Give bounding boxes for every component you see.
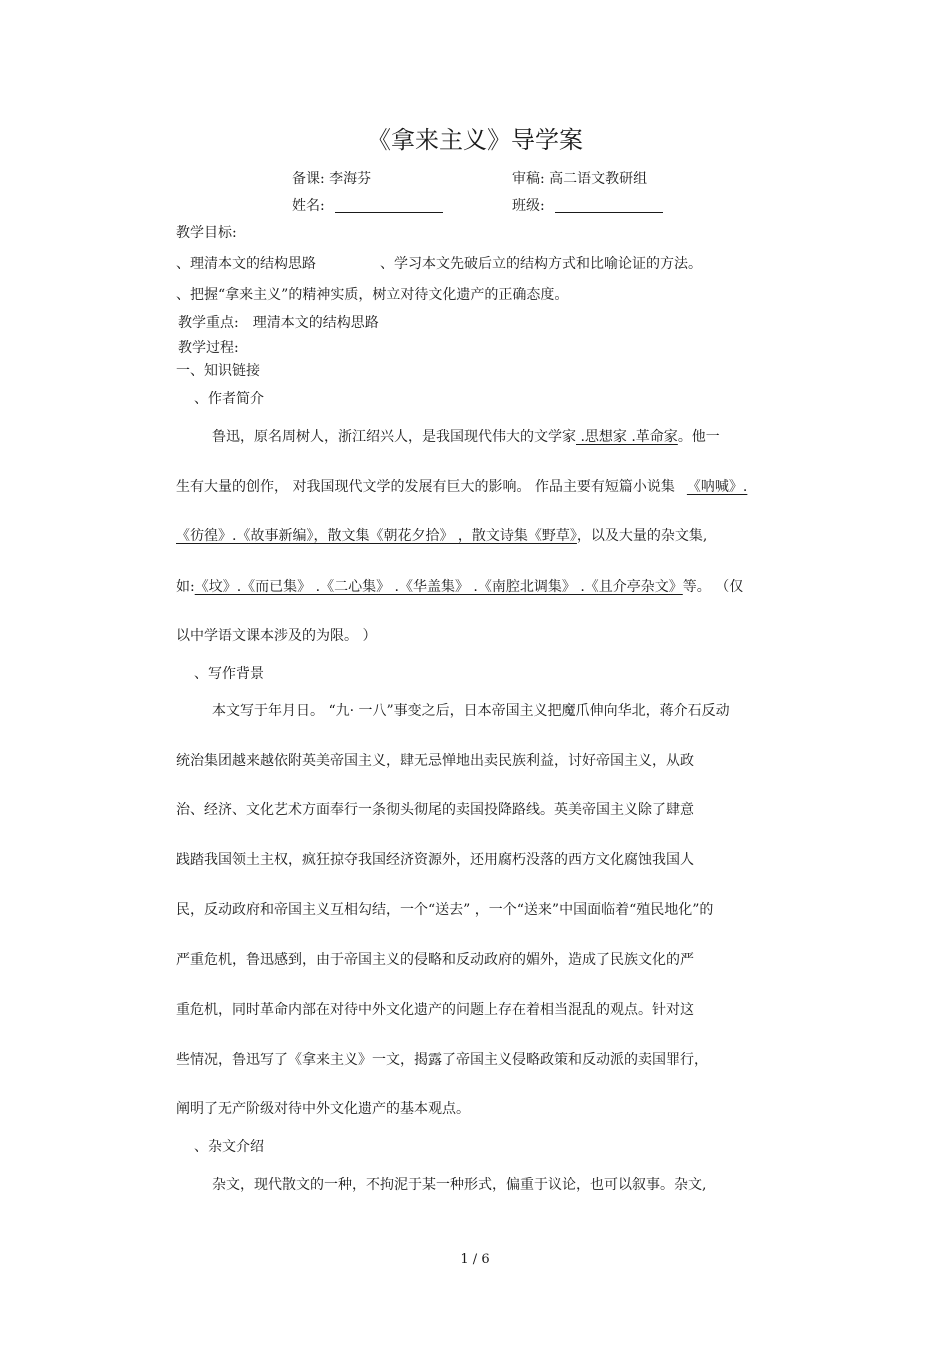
review-value: 高二语文教研组 — [549, 171, 648, 187]
essay-heading: 、杂文介绍 — [194, 1139, 264, 1155]
goal-1-part-b: 、学习本文先破后立的结构方式和比喻论证的方法。 — [380, 256, 702, 272]
class-field — [512, 198, 663, 213]
background-line: 治、经济、文化艺术方面奉行一条彻头彻尾的卖国投降路线。英美帝国主义除了肆意 — [176, 802, 694, 818]
author-text: 等。 （仅 — [682, 579, 744, 595]
class-label: 班级: — [512, 198, 545, 214]
background-line: 践踏我国领土主权，疯狂掠夺我国经济资源外，还用腐朽没落的西方文化腐蚀我国人 — [176, 852, 694, 868]
review-info — [512, 172, 647, 186]
author-text: ，以及大量的杂文集, — [576, 528, 708, 544]
author-line-4 — [176, 580, 743, 594]
essay-line: 杂文，现代散文的一种，不拘泥于某一种形式，偏重于议论，也可以叙事。杂文, — [212, 1177, 707, 1193]
prep-value: 李海芬 — [329, 171, 372, 187]
page-number: 1 / 6 — [460, 1252, 490, 1267]
background-line: 本文写于年月日。 “九· 一八”事变之后，日本帝国主义把魔爪伸向华北，蒋介石反动 — [212, 703, 730, 719]
background-line: 严重危机，鲁迅感到，由于帝国主义的侵略和反动政府的媚外，造成了民族文化的严 — [176, 952, 694, 968]
prep-info — [292, 172, 371, 186]
review-label: 审稿: — [512, 171, 545, 187]
goal-2: 、把握“拿来主义”的精神实质，树立对待文化遗产的正确态度。 — [176, 287, 569, 303]
author-line-2 — [176, 480, 747, 494]
author-text: 。他一 — [677, 429, 720, 445]
author-text: 鲁迅，原名周树人，浙江绍兴人，是我国现代伟大的文学家 — [212, 429, 576, 445]
background-heading: 、写作背景 — [194, 666, 264, 682]
name-label: 姓名: — [292, 198, 325, 214]
works-underlined: 《彷徨》.《故事新编》，散文集《朝花夕拾》 ，散文诗集《野草》 — [176, 528, 577, 544]
goals-heading: 教学目标: — [176, 225, 237, 241]
section-1-heading: 一、知识链接 — [176, 363, 260, 379]
author-line-1 — [212, 430, 720, 444]
author-text: 如: — [176, 579, 195, 595]
focus-label: 教学重点: — [178, 315, 239, 331]
teaching-focus — [178, 316, 379, 330]
goal-1-part-a: 、理清本文的结构思路 — [176, 256, 316, 272]
author-line-5: 以中学语文课本涉及的为限。 ） — [176, 628, 377, 644]
name-blank[interactable] — [335, 198, 443, 213]
background-line: 民，反动政府和帝国主义互相勾结，一个“送去” ，一个“送来”中国面临着“殖民地化”的 — [176, 902, 714, 918]
essay-collections-underlined: 《坟》.《而已集》 .《二心集》 .《华盖集》 .《南腔北调集》 .《且介亭杂文》 — [194, 579, 683, 595]
process-heading: 教学过程: — [178, 340, 239, 356]
background-line: 阐明了无产阶级对待中外文化遗产的基本观点。 — [176, 1101, 470, 1117]
goal-1 — [176, 257, 702, 271]
background-line: 重危机，同时革命内部在对待中外文化遗产的问题上存在着相当混乱的观点。针对这 — [176, 1002, 694, 1018]
name-field — [292, 198, 443, 213]
document-title: 《拿来主义》导学案 — [367, 126, 583, 154]
prep-label: 备课: — [292, 171, 325, 187]
works-underlined: 《呐喊》. — [686, 479, 748, 495]
background-line: 统治集团越来越依附英美帝国主义，肆无忌惮地出卖民族利益，讨好帝国主义，从政 — [176, 753, 694, 769]
class-blank[interactable] — [555, 198, 663, 213]
author-heading: 、作者简介 — [194, 391, 264, 407]
author-text: 生有大量的创作， 对我国现代文学的发展有巨大的影响。 作品主要有短篇小说集 — [176, 479, 675, 495]
author-identity-underlined: .思想家 .革命家 — [576, 429, 678, 445]
focus-value: 理清本文的结构思路 — [252, 315, 379, 331]
background-line: 些情况，鲁迅写了《拿来主义》一文，揭露了帝国主义侵略政策和反动派的卖国罪行， — [176, 1052, 708, 1068]
author-line-3 — [176, 529, 707, 543]
